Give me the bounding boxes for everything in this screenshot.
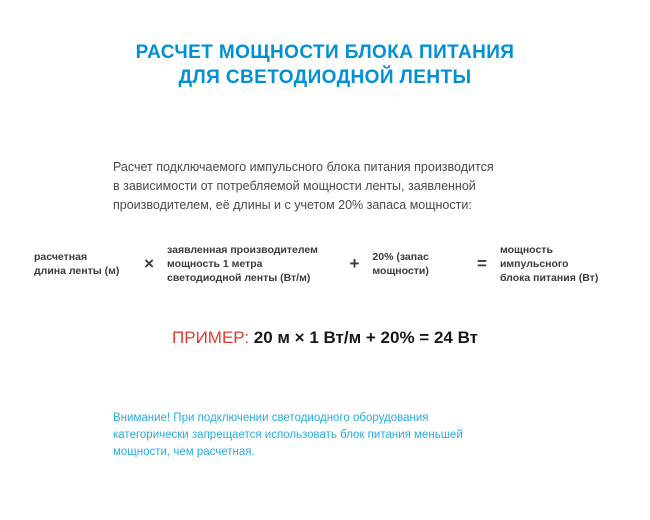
example-line <box>0 327 650 349</box>
formula-term-reserve-line-1: 20% (запас <box>372 251 429 263</box>
formula-term-power-per-meter <box>167 243 336 285</box>
formula-term-reserve <box>372 250 464 278</box>
warning-line-1: Внимание! При подключении светодиодного оборудования <box>113 412 429 424</box>
formula-term-length-line-2: длина ленты (м) <box>34 265 120 277</box>
intro-line-1: Расчет подключаемого импульсного блока питания производится <box>113 160 494 174</box>
formula-term-power-per-meter-line-2: мощность 1 метра <box>167 258 263 270</box>
formula-term-result-line-3: блока питания (Вт) <box>499 272 599 284</box>
formula-term-length-line-1: расчетная <box>34 251 88 263</box>
page-title-line-2: ДЛЯ СВЕТОДИОДНОЙ ЛЕНТЫ <box>178 67 472 88</box>
formula-term-result <box>500 243 619 285</box>
page-title <box>0 40 650 90</box>
formula-term-power-per-meter-line-1: заявленная производителем <box>167 244 318 256</box>
formula-term-result-line-2: импульсного <box>499 258 569 270</box>
warning-note <box>113 410 563 461</box>
warning-line-2: категорически запрещается использовать блок питания меньшей <box>113 429 463 441</box>
example-value: 20 м × 1 Вт/м + 20% = 24 Вт <box>253 328 478 347</box>
intro-line-3: производителем, её длины и с учетом 20% запаса мощности: <box>113 198 472 212</box>
intro-line-2: в зависимости от потребляемой мощности ленты, заявленной <box>113 179 476 193</box>
multiply-operator: × <box>144 254 155 273</box>
page-title-line-1: РАСЧЕТ МОЩНОСТИ БЛОКА ПИТАНИЯ <box>135 42 515 63</box>
formula-term-length <box>34 250 131 278</box>
example-label: ПРИМЕР: <box>172 328 249 347</box>
intro-paragraph <box>113 158 553 215</box>
formula-term-reserve-line-2: мощности) <box>372 265 429 277</box>
warning-line-3: мощности, чем расчетная. <box>113 446 255 458</box>
equals-operator: = <box>477 254 487 273</box>
formula-term-result-line-1: мощность <box>499 244 553 256</box>
formula-row <box>34 243 619 285</box>
formula-term-power-per-meter-line-3: светодиодной ленты (Вт/м) <box>167 272 311 284</box>
plus-operator: + <box>349 254 360 273</box>
